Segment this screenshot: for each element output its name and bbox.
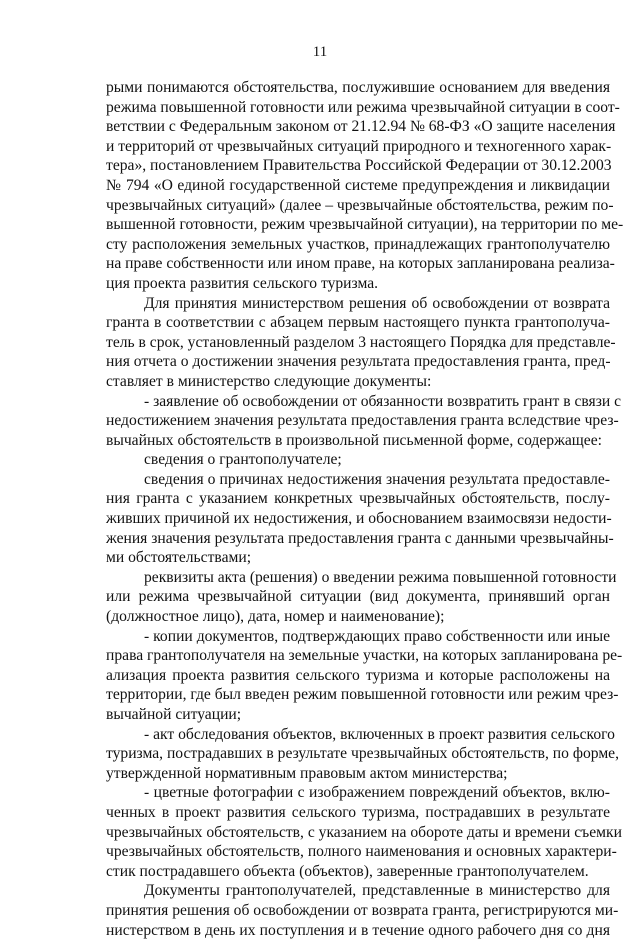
text-line: нистерством в день их поступления и в течение одного рабочего дня со дня [106, 921, 610, 939]
text-line: жения значения результата предоставления гранта с данными чрезвычайны- [106, 529, 614, 547]
text-line: на праве собственности или ином праве, на которых запланирована реализа- [106, 255, 615, 273]
text-line: утвержденной нормативным правовым актом министерства; [106, 764, 508, 782]
text-line: Документы грантополучателей, представленные в министерство для [144, 882, 610, 900]
text-line: - цветные фотографии с изображением повреждений объектов, вклю- [144, 784, 610, 802]
text-line: чрезвычайных обстоятельств, полного наименования и основных характери- [106, 843, 617, 861]
text-line: режима повышенной готовности или режима чрезвычайной ситуации в соот- [106, 98, 620, 116]
text-line: недостижением значения результата предоставления гранта вследствие чрез- [106, 412, 619, 430]
text-line: - заявление об освобождении от обязанности возвратить грант в связи с [144, 392, 622, 410]
text-line: вышенной готовности, режим чрезвычайной ситуации), на территории по ме- [106, 216, 624, 234]
paragraph [106, 78, 624, 294]
text-line: - копии документов, подтверждающих право собственности или иные [144, 627, 610, 645]
text-line: чрезвычайных обстоятельств, с указанием на обороте даты и времени съемки [106, 823, 622, 841]
text-line: ставляет в министерство следующие документы: [106, 372, 432, 390]
page-number: 11 [312, 44, 328, 60]
text-line: тель в срок, установленный разделом 3 настоящего Порядка для представле- [106, 333, 616, 351]
text-line: права грантополучателя на земельные участки, на которых запланирована ре- [106, 647, 623, 665]
text-line: тера», постановлением Правительства Российской Федерации от 30.12.2003 [106, 157, 612, 175]
text-line: вычайных обстоятельств в произвольной письменной форме, содержащее: [106, 431, 602, 449]
text-line: ния отчета о достижении значения результата предоставления гранта, пред- [106, 353, 611, 371]
paragraph [106, 294, 616, 392]
text-line: реквизиты акта (решения) о введении режима повышенной готовности [144, 568, 617, 586]
text-line: - акт обследования объектов, включенных в проект развития сельского [144, 725, 615, 743]
text-line: ченных в проект развития сельского туризма, пострадавших в результате [106, 803, 610, 821]
text-line: стик пострадавшего объекта (объектов), заверенные грантополучателем. [106, 862, 589, 880]
paragraph [106, 392, 622, 451]
text-line: туризма, пострадавших в результате чрезвычайных обстоятельств, по форме, [106, 745, 620, 763]
paragraph [106, 450, 610, 470]
text-line: ния гранта с указанием конкретных чрезвычайных обстоятельств, послу- [106, 490, 610, 508]
paragraph [106, 881, 619, 940]
paragraph [106, 783, 622, 881]
text-line: ми обстоятельствами; [106, 549, 252, 567]
text-line: и территорий от чрезвычайных ситуаций природного и техногенного харак- [106, 137, 612, 155]
text-line: ализация проекта развития сельского туризма и которые расположены на [106, 666, 610, 684]
text-line: вычайной ситуации; [106, 706, 242, 723]
document-body [106, 78, 624, 940]
text-line: № 794 «О единой государственной системе предупреждения и ликвидации [106, 176, 610, 194]
text-line: рыми понимаются обстоятельства, послужившие основанием для введения [106, 79, 610, 96]
text-line: гранта в соответствии с абзацем первым настоящего пункта грантополуча- [106, 314, 610, 332]
text-line: сведения о причинах недостижения значения результата предоставле- [144, 470, 610, 488]
text-line: живших причиной их недостижения, и обоснованием взаимосвязи недости- [106, 510, 612, 528]
text-line: принятия решения об освобождении от возврата гранта, регистрируются ми- [106, 901, 619, 919]
text-line: сту расположения земельных участков, принадлежащих грантополучателю [106, 235, 610, 253]
text-line: чрезвычайных ситуаций» (далее – чрезвычайные обстоятельства, режим по- [106, 196, 614, 214]
paragraph [106, 725, 620, 784]
text-line: (должностное лицо), дата, номер и наименование); [106, 608, 445, 626]
text-line: ция проекта развития сельского туризма. [106, 274, 379, 292]
paragraph [106, 627, 623, 725]
text-line: территории, где был введен режим повышенной готовности или режим чрез- [106, 686, 619, 704]
text-line: сведения о грантополучателе; [144, 451, 342, 469]
paragraph [106, 470, 614, 568]
text-line: Для принятия министерством решения об освобождении от возврата [144, 294, 610, 312]
text-line: или режима чрезвычайной ситуации (вид документа, принявший орган [106, 588, 610, 606]
text-line: ветствии с Федеральным законом от 21.12.94 № 68-ФЗ «О защите населения [106, 118, 616, 136]
paragraph [106, 568, 617, 627]
